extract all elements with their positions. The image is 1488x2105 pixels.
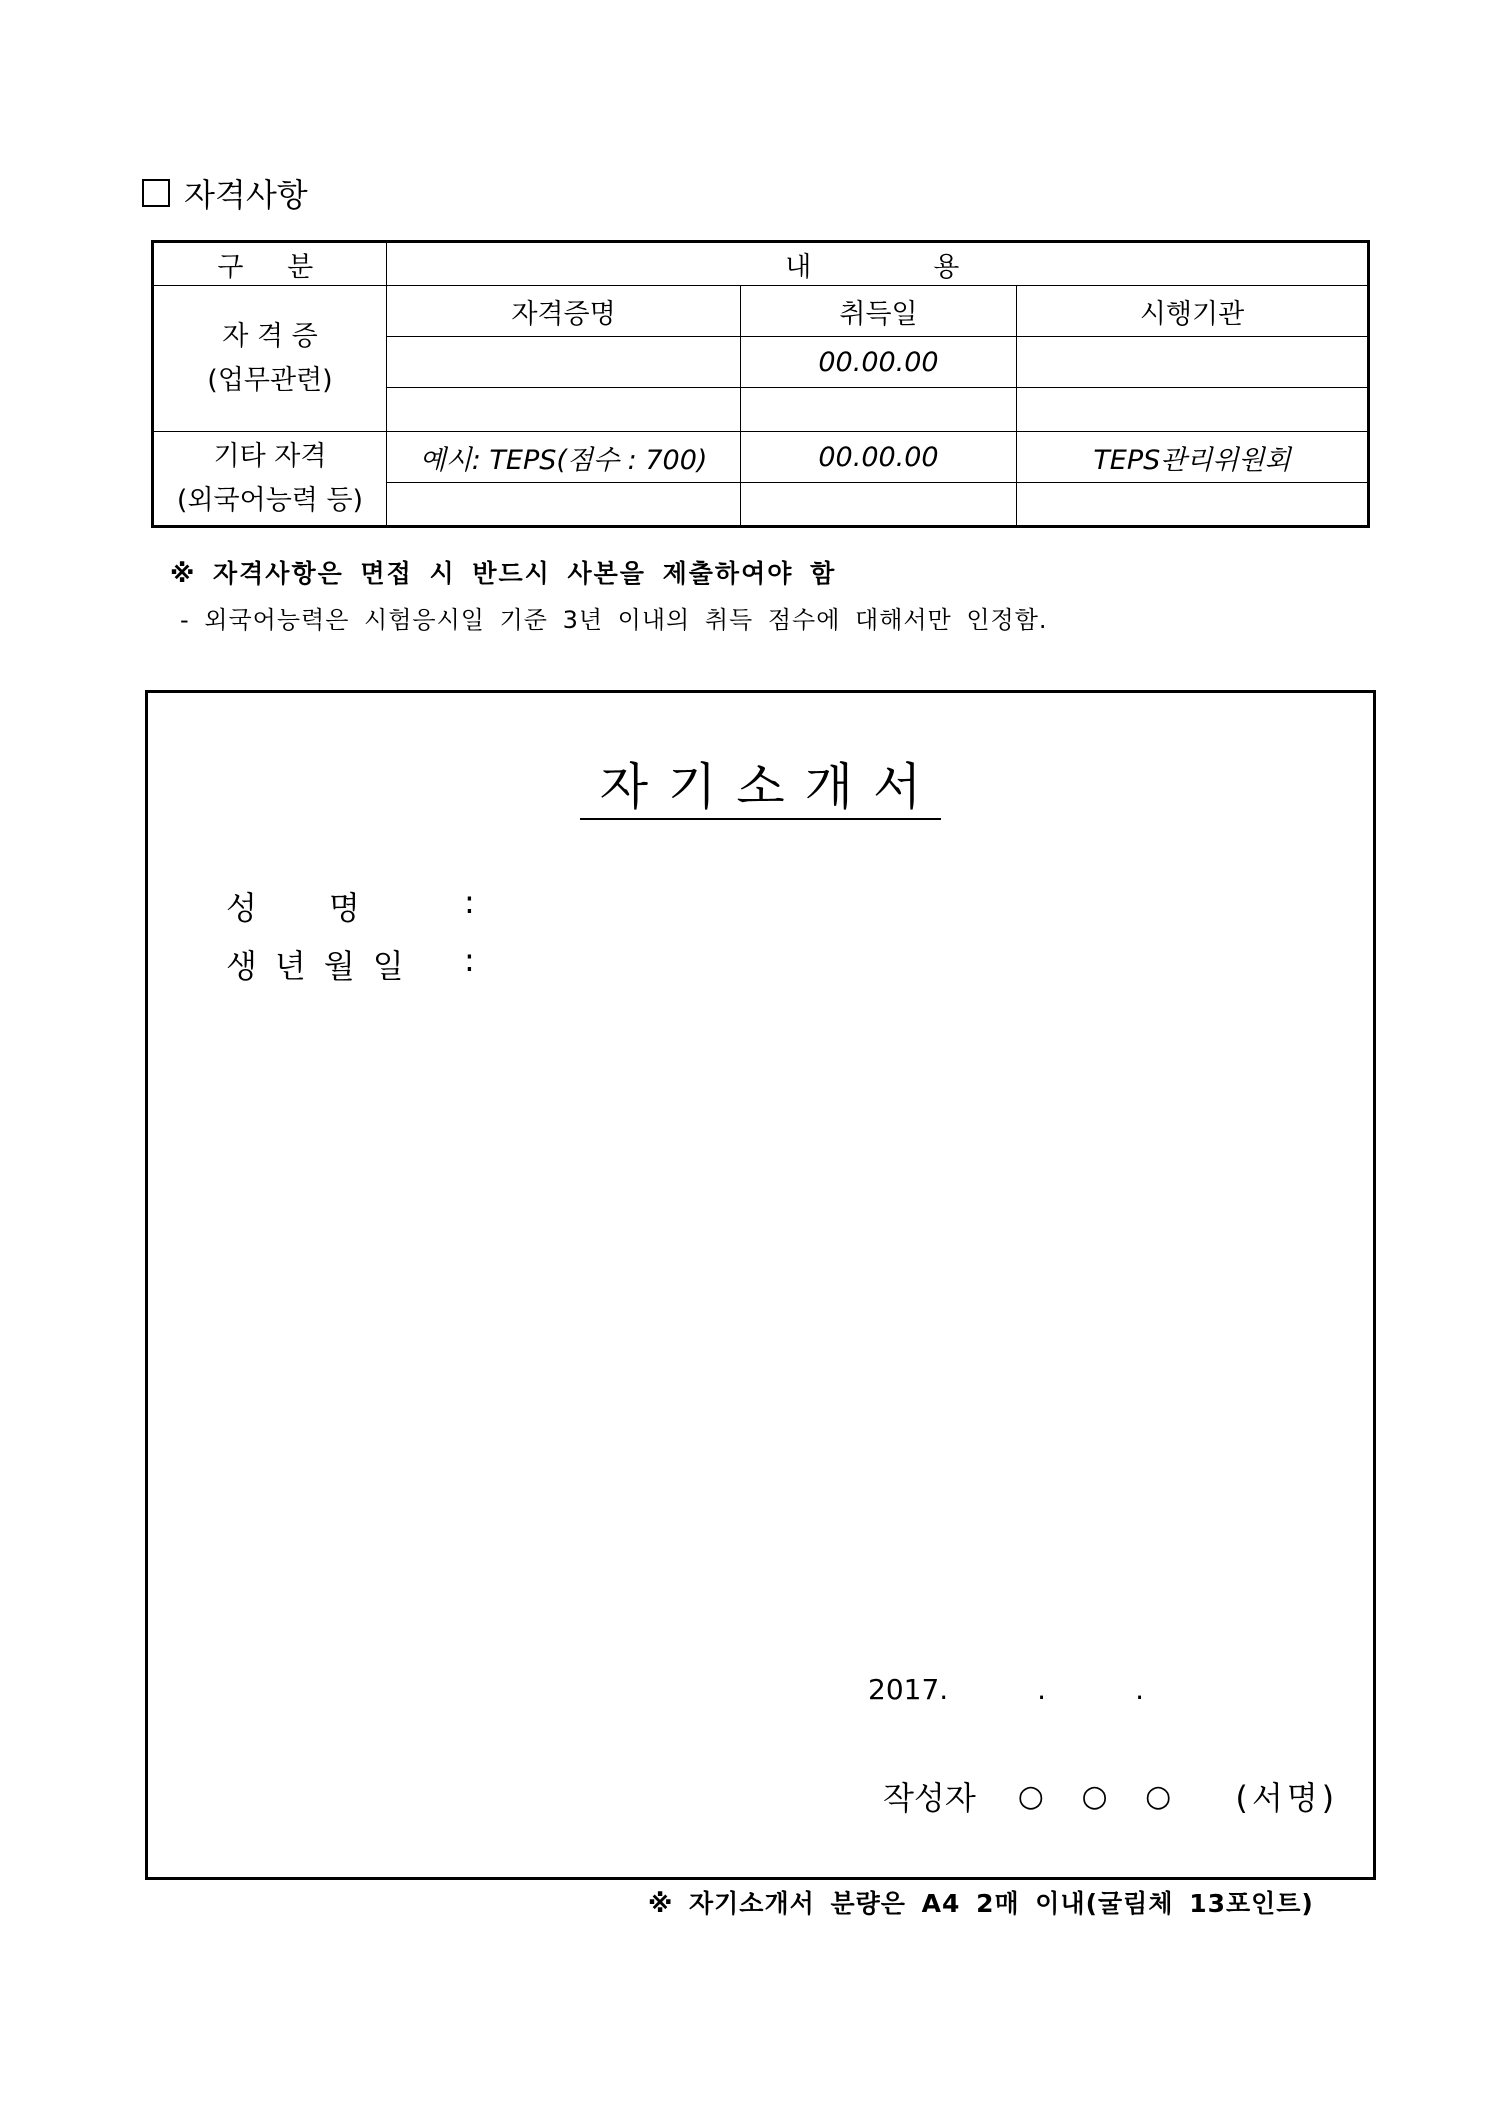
other-issuer-cell[interactable]: TEPS관리위원회 <box>1017 432 1369 483</box>
name-colon: : <box>464 883 475 921</box>
other-label-cell <box>153 432 387 527</box>
license-label-line1: 자 격 증 <box>222 320 318 352</box>
submission-note: ※ 자격사항은 면접 시 반드시 사본을 제출하여야 함 <box>170 559 837 588</box>
other-date-cell[interactable]: 00.00.00 <box>741 432 1017 483</box>
license-issuer-cell[interactable] <box>1017 337 1369 388</box>
table-header-row <box>153 242 1369 286</box>
section-heading <box>142 170 308 216</box>
birthdate-field[interactable] <box>226 941 475 987</box>
self-intro-title-wrap <box>148 747 1373 819</box>
other-issuer-cell[interactable] <box>1017 483 1369 527</box>
license-label-line2: (업무관련) <box>207 364 333 396</box>
license-label-cell <box>153 286 387 432</box>
subheader-name: 자격증명 <box>387 286 741 337</box>
language-score-note: - 외국어능력은 시험응시일 기준 3년 이내의 취득 점수에 대해서만 인정함. <box>180 606 1048 634</box>
writer-line <box>883 1773 1338 1819</box>
self-intro-frame <box>145 690 1376 1880</box>
writer-name-placeholder[interactable]: ○ ○ ○ <box>1017 1778 1186 1814</box>
birthdate-colon: : <box>464 941 475 979</box>
name-label: 성명 <box>226 889 432 927</box>
length-guideline-note: ※ 자기소개서 분량은 A4 2매 이내(굴림체 13포인트) <box>648 1889 1314 1918</box>
birthdate-label: 생년월일 <box>226 947 422 985</box>
qualification-table <box>151 240 1370 528</box>
license-date-cell[interactable]: 00.00.00 <box>741 337 1017 388</box>
writer-label: 작성자 <box>883 1779 976 1817</box>
other-name-cell[interactable]: 예시: TEPS(점수 : 700) <box>387 432 741 483</box>
license-name-cell[interactable] <box>387 388 741 432</box>
table-row <box>153 432 1369 483</box>
name-field[interactable] <box>226 883 475 929</box>
date-line[interactable]: 2017. . . <box>868 1673 1144 1706</box>
license-date-cell[interactable] <box>741 388 1017 432</box>
self-intro-title: 자기소개서 <box>580 758 942 820</box>
header-category: 구 분 <box>153 242 387 286</box>
checkbox-square-icon <box>142 179 170 207</box>
license-name-cell[interactable] <box>387 337 741 388</box>
other-name-cell[interactable] <box>387 483 741 527</box>
signature-label[interactable]: (서명) <box>1235 1779 1339 1817</box>
subheader-issuer: 시행기관 <box>1017 286 1369 337</box>
other-date-cell[interactable] <box>741 483 1017 527</box>
section-heading-text: 자격사항 <box>184 176 308 214</box>
table-subheader-row <box>153 286 1369 337</box>
license-issuer-cell[interactable] <box>1017 388 1369 432</box>
other-label-line1: 기타 자격 <box>213 440 327 472</box>
other-label-line2: (외국어능력 등) <box>176 484 364 516</box>
subheader-date: 취득일 <box>741 286 1017 337</box>
header-content: 내 용 <box>387 242 1369 286</box>
